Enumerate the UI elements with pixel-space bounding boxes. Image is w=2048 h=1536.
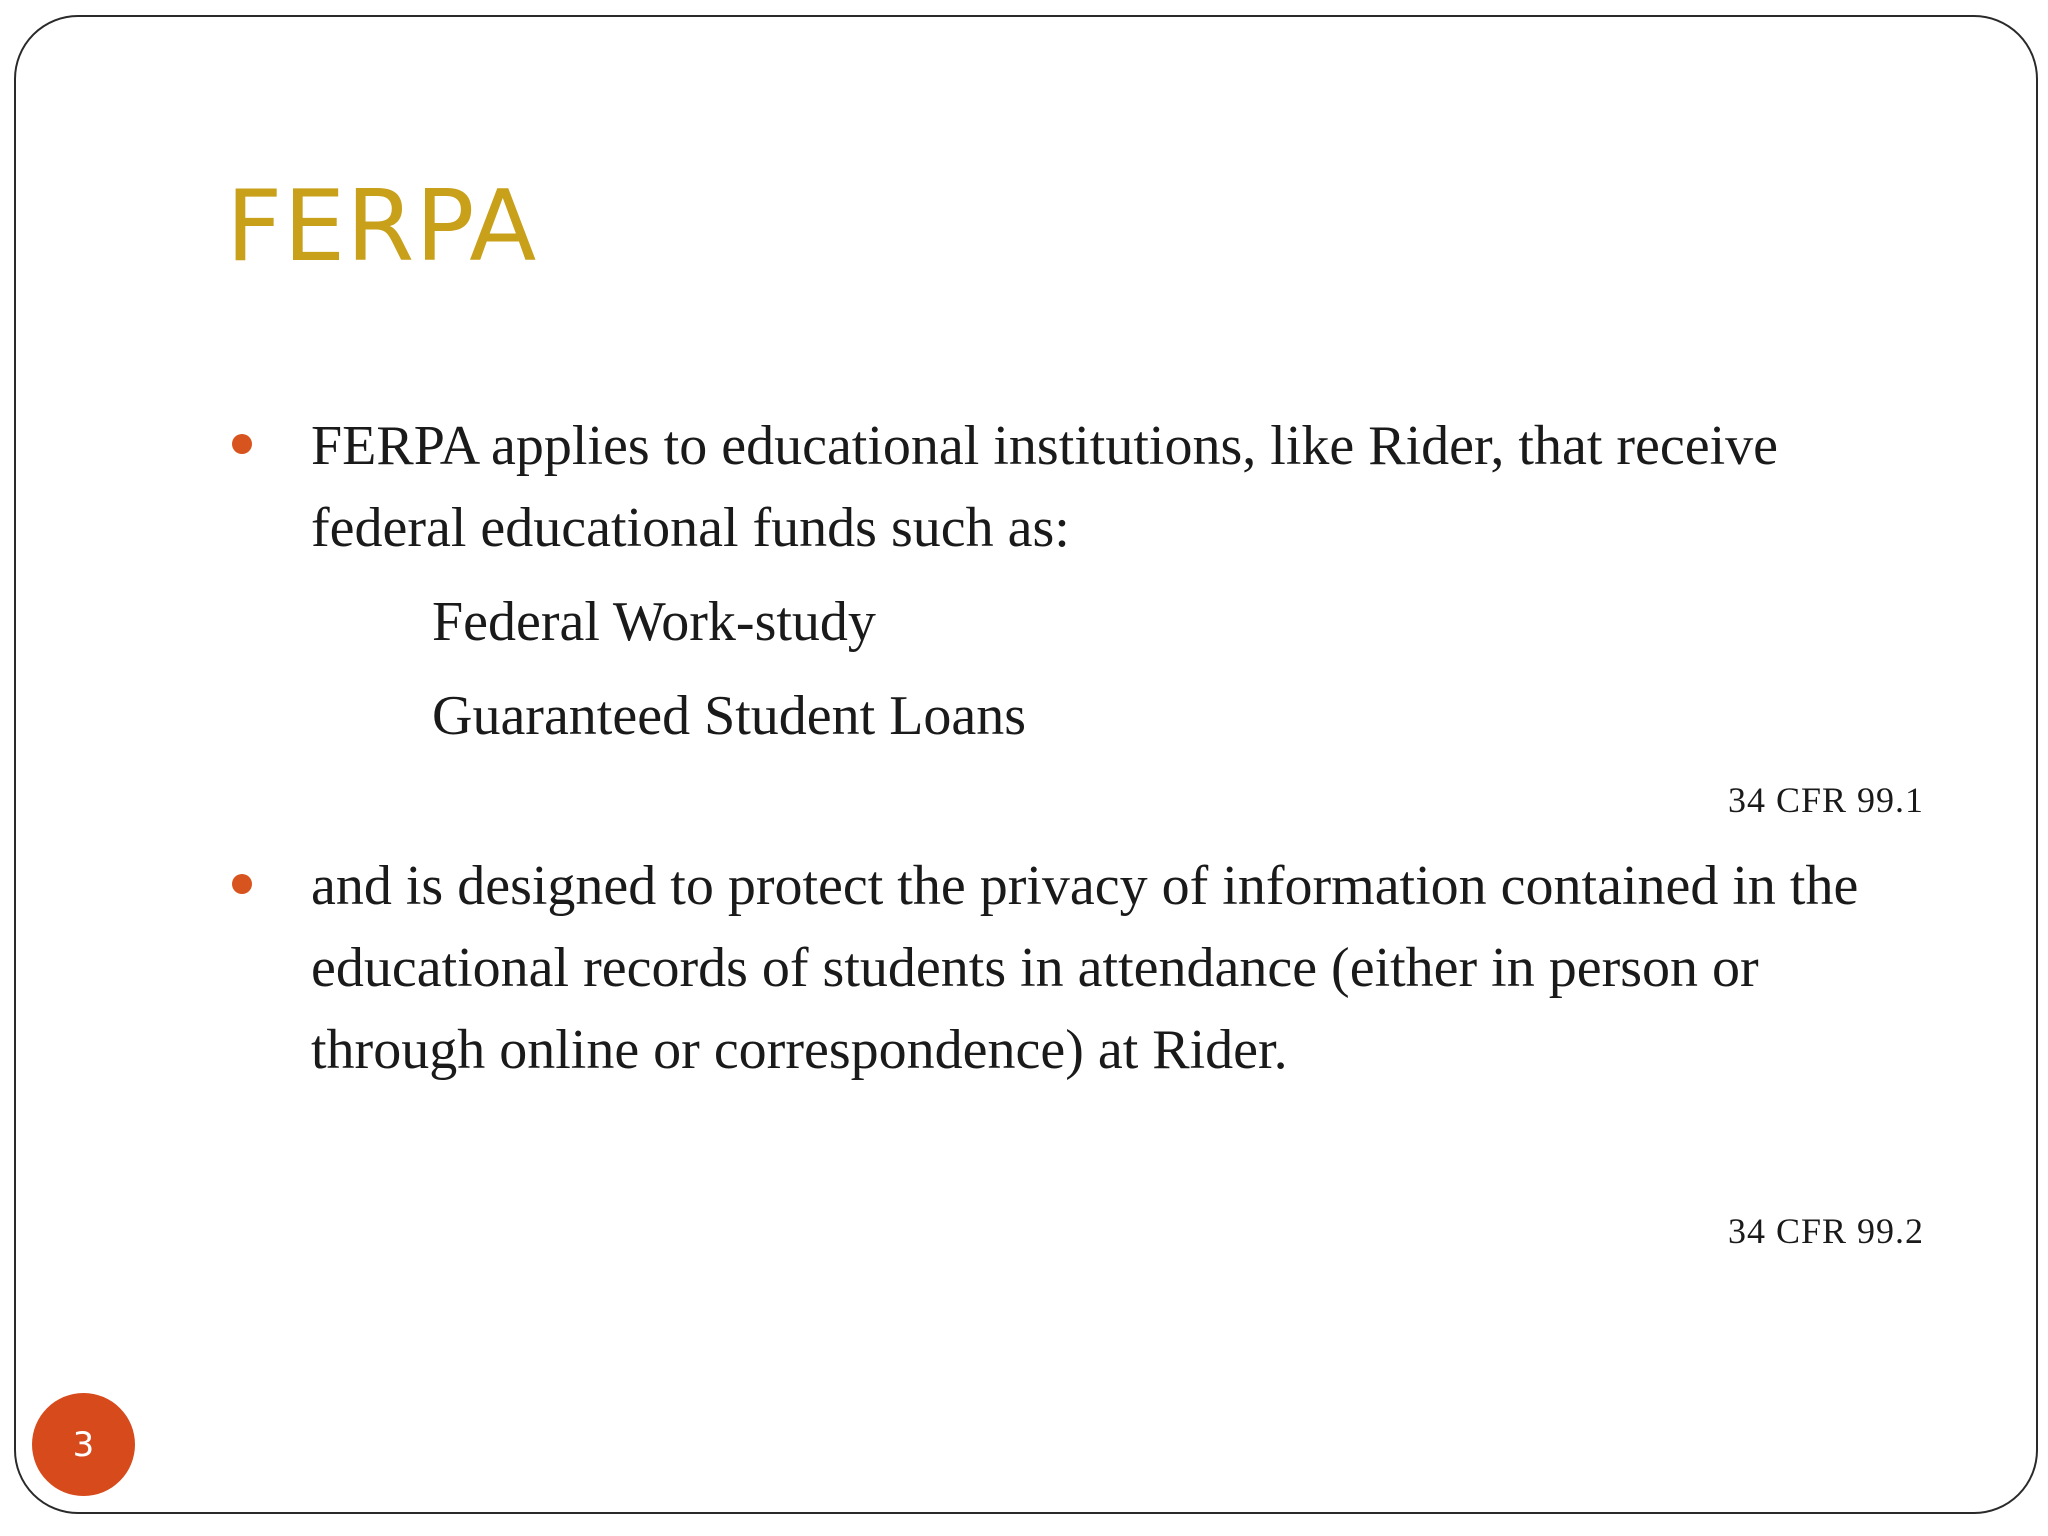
slide-title: FERPA	[226, 170, 538, 284]
bullet-text: FERPA applies to educational institutions, like Rider, that receive federal educational funds such as:	[311, 415, 1779, 559]
citation: 34 CFR 99.2	[1727, 1211, 1924, 1251]
bullet-text: and is designed to protect the privacy of information contained in the educational records of students in attendance (either in person or through online or correspondence) at Rider.	[311, 855, 1859, 1081]
slide-number: 3	[72, 1424, 95, 1465]
bullet-dot	[232, 874, 252, 894]
slide-number-badge	[32, 1393, 135, 1496]
sub-item-work-study: Federal Work-study	[432, 591, 876, 653]
sub-item-student-loans: Guaranteed Student Loans	[432, 685, 1027, 747]
citation: 34 CFR 99.1	[1727, 780, 1924, 820]
bullet-dot	[232, 434, 252, 454]
